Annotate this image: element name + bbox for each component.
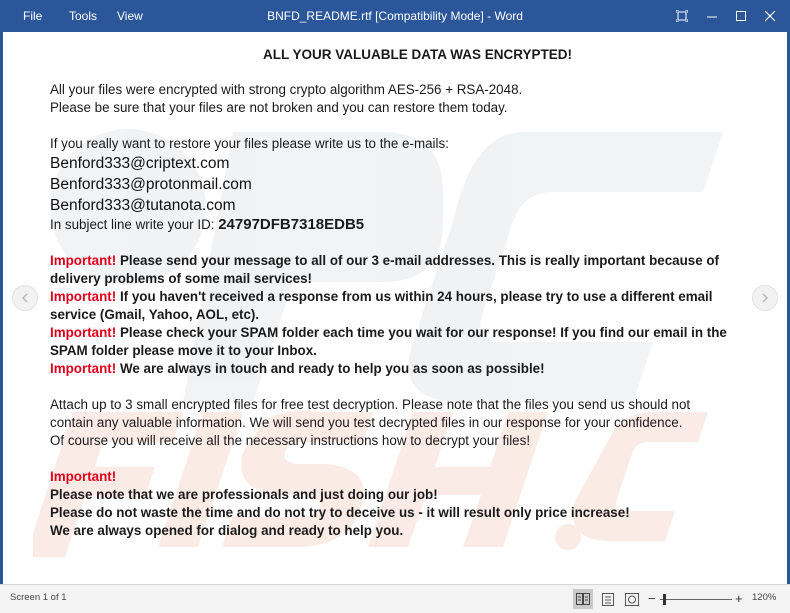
menu-view[interactable]: View	[117, 9, 143, 23]
important-note	[50, 252, 755, 288]
web-layout-icon	[625, 593, 639, 606]
status-bar	[0, 584, 790, 613]
close-icon	[765, 11, 776, 22]
zoom-in-button[interactable]: +	[735, 591, 743, 606]
print-layout-button[interactable]	[598, 589, 618, 609]
attach-line: Of course you will receive all the necessary instructions how to decrypt your files!	[50, 433, 531, 448]
final-line: We are always opened for dialog and ready to help you.	[50, 523, 404, 538]
menu-tools[interactable]: Tools	[69, 9, 98, 23]
maximize-button[interactable]	[726, 0, 756, 32]
important-note	[50, 360, 755, 378]
chevron-right-icon	[760, 293, 770, 303]
intro-line: Please be sure that your files are not broken and you can restore them today.	[50, 100, 508, 115]
read-mode-button[interactable]	[573, 589, 593, 609]
important-label: Important!	[50, 361, 117, 376]
email-address: Benford333@criptext.com	[50, 155, 230, 172]
zoom-out-button[interactable]: −	[648, 591, 656, 606]
intro-line: All your files were encrypted with strong crypto algorithm AES-256 + RSA-2048.	[50, 82, 523, 97]
chevron-left-icon	[20, 293, 30, 303]
restore-layout-button[interactable]	[667, 0, 697, 32]
victim-id: 24797DFB7318EDB5	[218, 216, 365, 233]
important-text: If you haven't received a response from us within 24 hours, please try to use a different email service (Gmail, Yahoo, AOL, etc).	[50, 289, 713, 322]
menu-file[interactable]: File	[23, 9, 43, 23]
page-info: Screen 1 of 1	[10, 592, 67, 603]
subject-label: In subject line write your ID:	[50, 217, 215, 232]
email-address: Benford333@tutanota.com	[50, 197, 236, 214]
close-button[interactable]	[755, 0, 785, 32]
important-label: Important!	[50, 253, 117, 268]
subject-line	[50, 216, 755, 234]
important-notes	[50, 252, 755, 378]
minimize-icon	[707, 11, 718, 22]
important-label: Important!	[50, 325, 117, 340]
contact-paragraph	[50, 135, 755, 234]
fit-window-icon	[676, 10, 688, 22]
final-line: Please do not waste the time and do not try to deceive us - it will result only price increase!	[50, 505, 630, 520]
important-label: Important!	[50, 289, 117, 304]
important-text: Please send your message to all of our 3 e-mail addresses. This is really important because of delivery problems of some mail services!	[50, 253, 720, 286]
maximize-icon	[736, 11, 747, 22]
note-heading: ALL YOUR VALUABLE DATA WAS ENCRYPTED!	[262, 47, 572, 62]
zoom-level[interactable]: 120%	[752, 592, 777, 603]
next-screen-button[interactable]	[752, 285, 778, 311]
intro-paragraph	[50, 81, 755, 117]
read-mode-icon	[576, 593, 590, 605]
document-area[interactable]	[3, 32, 787, 584]
window-title: BNFD_README.rtf [Compatibility Mode] - Word	[267, 9, 523, 23]
important-note	[50, 324, 755, 360]
minimize-button[interactable]	[697, 0, 727, 32]
final-line: Please note that we are professionals and just doing our job!	[50, 487, 438, 502]
zoom-slider-thumb[interactable]	[663, 594, 666, 605]
contact-intro: If you really want to restore your files please write us to the e-mails:	[50, 136, 449, 151]
final-paragraph	[50, 468, 755, 540]
attach-line: contain any valuable information. We will send you test decrypted files in our response for your confidence.	[50, 415, 683, 430]
important-text: We are always in touch and ready to help you as soon as possible!	[119, 361, 545, 376]
web-layout-button[interactable]	[622, 589, 642, 609]
document-page	[50, 46, 755, 558]
attach-paragraph	[50, 396, 755, 450]
important-label: Important!	[50, 469, 117, 484]
title-bar	[0, 0, 790, 32]
email-address: Benford333@protonmail.com	[50, 176, 252, 193]
attach-line: Attach up to 3 small encrypted files for free test decryption. Please note that the files you send us should not	[50, 397, 691, 412]
previous-screen-button[interactable]	[12, 285, 38, 311]
important-text: Please check your SPAM folder each time you wait for our response! If you find our email in the SPAM folder please move it to your Inbox.	[50, 325, 727, 358]
important-note	[50, 288, 755, 324]
zoom-slider[interactable]	[660, 599, 732, 600]
print-layout-icon	[602, 593, 614, 606]
